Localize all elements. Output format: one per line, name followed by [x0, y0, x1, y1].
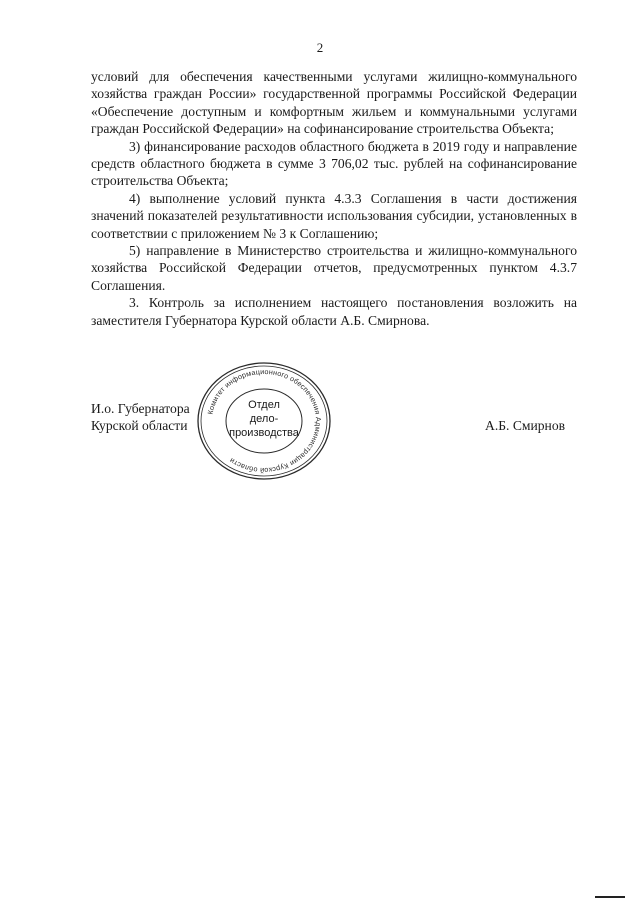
stamp-center-line2: дело- — [249, 413, 279, 425]
paragraph-5: 3. Контроль за исполнением настоящего постановления возложить на заместителя Губернатора Курской области А.Б. Смирнова. — [91, 295, 577, 328]
signature-position-line1: И.о. Губернатора — [91, 401, 190, 416]
document-body — [91, 68, 577, 329]
official-stamp — [188, 360, 340, 482]
page-number: 2 — [316, 40, 324, 55]
paragraph-3: 4) выполнение условий пункта 4.3.3 Соглашения в части достижения значений показателей результативности использования субсидии, установленных в соответствии с приложением № 3 к Соглашению; — [91, 190, 577, 241]
footer-mark — [595, 896, 625, 898]
paragraph-2: 3) финансирование расходов областного бюджета в 2019 году и направление средств областного бюджета в сумме 3 706,02 тыс. рублей на софинансирование строительства Объекта; — [91, 138, 577, 189]
signature-position-line2: Курской области — [91, 418, 188, 434]
stamp-center-line1: Отдел — [248, 399, 280, 411]
paragraph-4: 5) направление в Министерство строительства и жилищно-коммунального хозяйства Российской Федерации отчетов, предусмотренных пунктом 4.3.7 Соглашения. — [91, 243, 577, 293]
stamp-seal-graphic — [188, 360, 340, 482]
signature-position — [91, 400, 190, 435]
stamp-center-line3: производства — [229, 427, 299, 439]
stamp-ring-text: Комитет информационного обеспечения Администрации Курской области — [205, 366, 324, 476]
signature-name: А.Б. Смирнов — [485, 418, 566, 433]
paragraph-1: условий для обеспечения качественными услугами жилищно-коммунального хозяйства граждан России» государственной программы Российской Федерации «Обеспечение доступным и комфортным жильем и коммунальными услугами граждан Российской Федерации» на софинансирование строительства Объекта; — [91, 69, 577, 137]
